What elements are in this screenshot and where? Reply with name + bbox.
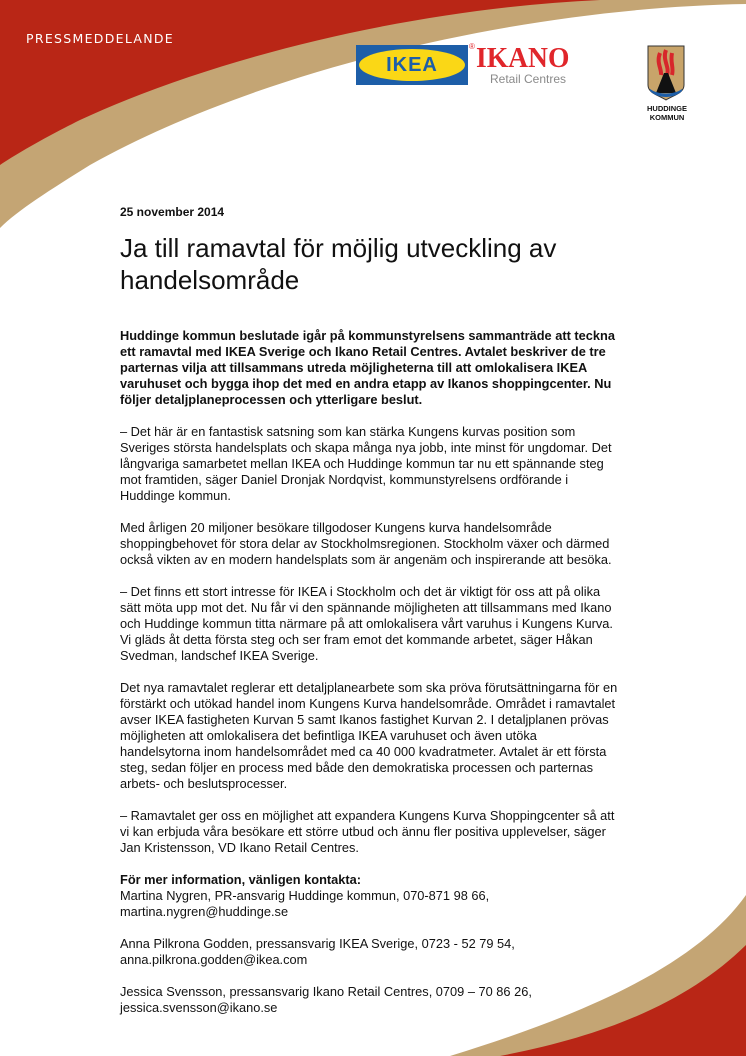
email-link[interactable]: jessica.svensson@ikano.se <box>120 1000 278 1015</box>
huddinge-crest-icon <box>646 45 686 101</box>
registered-mark: ® <box>469 42 475 51</box>
press-release-body <box>120 205 620 1032</box>
ikano-subtitle: Retail Centres <box>490 72 567 86</box>
page-title: Ja till ramavtal för möjlig utveckling av handelsområde <box>120 233 557 295</box>
release-date: 25 november 2014 <box>120 205 225 219</box>
ikea-logo: IKEA <box>356 45 468 85</box>
body-paragraph: – Det här är en fantastisk satsning som kan stärka Kungens kurvas position som Sveriges största handelsplats och skapa många nya jobb, inte minst för ungdomar. Det långvariga samarbetet mellan IKEA och Huddinge kommun tar nu ett spännande steg mot framtiden, säger Daniel Dronjak Nordqvist, kommunstyrelsens ordförande i Huddinge kommun. <box>120 424 612 503</box>
press-release-label: PRESSMEDDELANDE <box>26 31 174 46</box>
ikano-logo: IKANO <box>476 42 570 74</box>
contact-item: Martina Nygren, PR-ansvarig Huddinge kommun, 070-871 98 66, martina.nygren@huddinge.se <box>120 888 490 919</box>
contact-item: Anna Pilkrona Godden, pressansvarig IKEA Sverige, 0723 - 52 79 54, anna.pilkrona.godden@ikea.com <box>120 936 515 967</box>
contact-heading: För mer information, vänligen kontakta: <box>120 872 362 887</box>
contact-item: Jessica Svensson, pressansvarig Ikano Retail Centres, 0709 – 70 86 26, jessica.svensson@ikano.se <box>120 984 532 1015</box>
body-paragraph: – Ramavtalet ger oss en möjlighet att expandera Kungens Kurva Shoppingcenter så att vi kan erbjuda våra besökare ett större utbud och ännu fler positiva upplevelser, säger Jan Kristensson, VD Ikano Retail Centres. <box>120 808 615 855</box>
email-link[interactable]: martina.nygren@huddinge.se <box>120 904 289 919</box>
lead-paragraph: Huddinge kommun beslutade igår på kommunstyrelsens sammanträde att teckna ett ramavtal med IKEA Sverige och Ikano Retail Centres. Avtalet beskriver de tre parternas vilja att tillsammans utreda möjligheterna till att omlokalisera IKEA varuhuset och bygga ihop det med en andra etapp av Ikanos shoppingcenter. Nu följer detaljplaneprocessen och ytterligare beslut. <box>120 328 615 407</box>
email-link[interactable]: anna.pilkrona.godden@ikea.com <box>120 952 308 967</box>
huddinge-kommun-logo-text: HUDDINGE KOMMUN <box>646 104 687 122</box>
body-paragraph: – Det finns ett stort intresse för IKEA i Stockholm och det är viktigt för oss att på olika sätt möta upp mot det. Nu får vi den spännande möjligheten att tillsammans med Ikano och Huddinge kommun titta närmare på att omlokalisera vårt varuhus i Kungens Kurva. Vi gläds åt detta första steg och ser fram emot det kommande arbetet, säger Håkan Svedman, landschef IKEA Sverige. <box>120 584 613 663</box>
body-paragraph: Det nya ramavtalet reglerar ett detaljplanearbete som ska pröva förutsättningarna för en förstärkt och utökad handel inom Kungens Kurva handelsområde. Området i ramavtalet avser IKEA fastigheten Kurvan 5 samt Ikanos fastighet Kurvan 2. I detaljplanen prövas möjligheten att omlokalisera det befintliga IKEA varuhuset och även utöka handelsytorna inom handelsområdet med ca 40 000 kvadratmeter. Avtalet är ett första steg, sedan följer en process med både den demokratiska processen och parternas arbets- och beslutsprocesser. <box>120 680 618 791</box>
body-paragraph: Med årligen 20 miljoner besökare tillgodoser Kungens kurva handelsområde shoppingbehovet för stora delar av Stockholmsregionen. Stockholm växer och därmed också vikten av en modern handelsplats som är angenäm och inspirerande att besöka. <box>120 520 612 567</box>
